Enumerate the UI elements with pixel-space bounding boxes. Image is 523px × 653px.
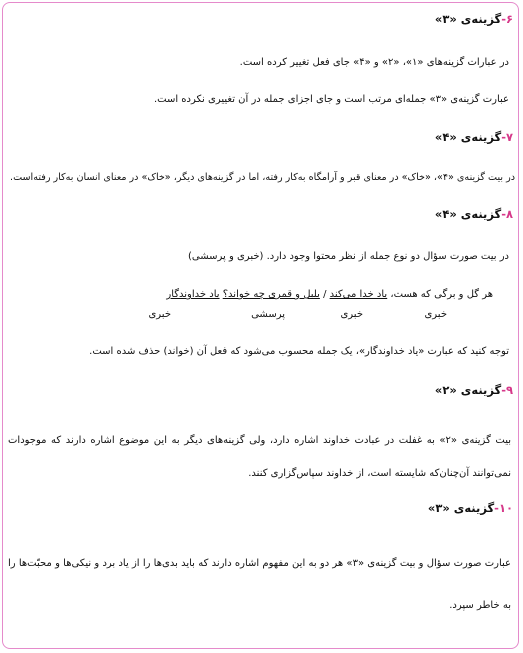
q9-title: گزینه‌ی «۲»: [434, 383, 502, 397]
q6-paragraph-1: در عبارات گزینه‌های «۱»، «۲» و «۴» جای فعل تغییر کرده است.: [239, 57, 509, 68]
q7-paragraph-1: در بیت گزینه‌ی «۴»، «خاک» در معنای قبر و آرامگاه به‌کار رفته، اما در گزینه‌های دیگر، «خاک» در معنای انسان به‌کار رفته‌است.: [10, 172, 515, 183]
q8-paragraph-2: توجه کنید که عبارت «یاد خداوندگار»، یک جمله محسوب می‌شود که فعل آن (خواند) حذف شده است.: [89, 346, 509, 357]
q8-number: ۸-: [501, 207, 513, 221]
q8-label-2: خبری: [340, 309, 363, 320]
q9-number: ۹-: [501, 383, 513, 397]
q7-heading: [435, 130, 513, 144]
q7-title: گزینه‌ی «۴»: [434, 130, 502, 144]
q10-number: ۱۰-: [494, 501, 513, 515]
q6-title: گزینه‌ی «۳»: [434, 12, 502, 26]
q8-example-verse: [166, 289, 493, 300]
q9-heading: [435, 383, 513, 397]
q6-heading: [435, 12, 513, 26]
q10-paragraph-1: عبارت صورت سؤال و بیت گزینه‌ی «۳» هر دو به این مفهوم اشاره دارند که باید بدی‌ها را از یاد برد و نیکی‌ها و محبّت‌ها را به خاطر سپرد.: [8, 558, 512, 611]
q8-heading: [435, 207, 513, 221]
q8-label-1: خبری: [424, 309, 447, 320]
q10-heading: [428, 501, 513, 515]
q8-verse-segment-2: بلبل و قمری چه خواند؟: [222, 289, 320, 300]
q6-paragraph-2: عبارت گزینه‌ی «۳» جمله‌ای مرتب است و جای اجزای جمله در آن تغییری نکرده است.: [153, 94, 509, 105]
q8-verse-start: هر گل و برگی که هست،: [390, 289, 493, 300]
q9-paragraph-1: بیت گزینه‌ی «۲» به غفلت در عبادت خداوند اشاره دارد، ولی گزینه‌های دیگر به این موضوع اشاره دارند که موجودات نمی‌توانند آن‌چنان‌که شایسته است، از خداوند سپاس‌گزاری کنند.: [8, 435, 511, 479]
q8-verse-slash: /: [319, 289, 330, 300]
q6-number: ۶-: [501, 12, 513, 26]
q8-verse-segment-3: یاد خداوندگار: [166, 289, 220, 300]
q8-label-3: پرسشی: [251, 309, 285, 320]
q8-label-4: خبری: [148, 309, 171, 320]
q8-title: گزینه‌ی «۴»: [434, 207, 502, 221]
q10-title: گزینه‌ی «۳»: [427, 501, 495, 515]
q8-paragraph-1: در بیت صورت سؤال دو نوع جمله از نظر محتوا وجود دارد. (خبری و پرسشی): [187, 251, 509, 262]
q8-verse-segment-1: یاد خدا می‌کند: [329, 289, 388, 300]
q7-number: ۷-: [501, 130, 513, 144]
